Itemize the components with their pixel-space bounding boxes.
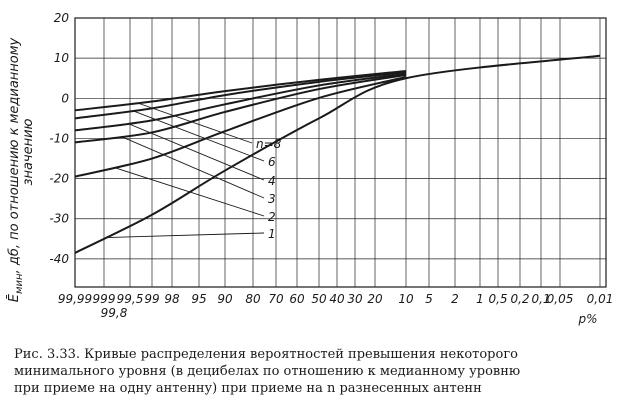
x-tick-label: 90 (217, 292, 233, 306)
x-tick-label: 80 (245, 292, 261, 306)
curve-label-n8: n=8 (256, 137, 282, 151)
curve-label-1: 1 (268, 227, 276, 241)
x-tick-label: 99,99 (57, 292, 93, 306)
curve-labels (256, 137, 282, 241)
figure-caption (14, 346, 614, 397)
x-tick-label: 0,5 (488, 292, 508, 306)
leader-3 (121, 136, 264, 198)
curves (75, 56, 600, 253)
y-tick-label: 20 (53, 11, 69, 25)
x-tick-label: 98 (164, 292, 180, 306)
curve-label-3: 3 (268, 192, 276, 206)
x-tick-label: 0,01 (586, 292, 614, 306)
x-tick-label: 10 (398, 292, 414, 306)
leader-6 (133, 111, 264, 161)
x-tick-label: 0,2 (510, 292, 530, 306)
curve-3 (75, 75, 406, 142)
x-tick-label: 5 (425, 292, 433, 306)
caption-line-2: минимального уровня (в децибелах по отношению к медианному уровню (14, 364, 521, 379)
x-tick-label: 20 (367, 292, 383, 306)
curve-label-2: 2 (268, 210, 276, 224)
x-tick-label: 30 (347, 292, 363, 306)
grid (75, 18, 606, 287)
y-tick-label: 0 (61, 91, 69, 106)
caption-line-3: при приеме на одну антенну) при приеме на n разнесенных антенн (14, 381, 482, 396)
y-tick-label: -30 (49, 211, 69, 226)
x-tick-label: 1 (476, 292, 484, 306)
y-tick-label: -10 (49, 131, 69, 146)
y-tick-label: -20 (49, 171, 69, 186)
x-tick-label: 2 (451, 292, 459, 306)
y-axis-label-sub: мин (14, 273, 25, 295)
leader-4 (128, 124, 264, 180)
x-tick-label-extra: 99,8 (100, 306, 128, 320)
x-tick-label: 50 (311, 292, 327, 306)
x-tick-label: 0,05 (546, 292, 574, 306)
y-tick-label: -40 (49, 251, 69, 266)
x-axis-label: p% (578, 312, 598, 326)
x-tick-label: 999 (92, 292, 116, 306)
caption-line-1: Рис. 3.33. Кривые распределения вероятностей превышения некоторого (14, 347, 518, 362)
x-tick-label: 60 (289, 292, 305, 306)
y-axis-label-rest: , дб, по отношению к медианному (7, 37, 22, 274)
y-tick-label: 10 (53, 51, 69, 66)
leader-2 (114, 167, 264, 216)
x-tick-label: 0,1 (531, 292, 551, 306)
curve-label-4: 4 (268, 174, 276, 188)
y-axis-label-line2: значению (21, 118, 36, 186)
y-axis-label-main: Ē (7, 294, 22, 303)
x-tick-label: 40 (329, 292, 345, 306)
curve-label-6: 6 (268, 155, 276, 169)
x-tick-label: 95 (191, 292, 207, 306)
x-tick-label: 99,5 (116, 292, 144, 306)
x-tick-label: 99 (144, 292, 160, 306)
x-tick-label: 70 (268, 292, 284, 306)
y-axis-label (7, 37, 36, 302)
